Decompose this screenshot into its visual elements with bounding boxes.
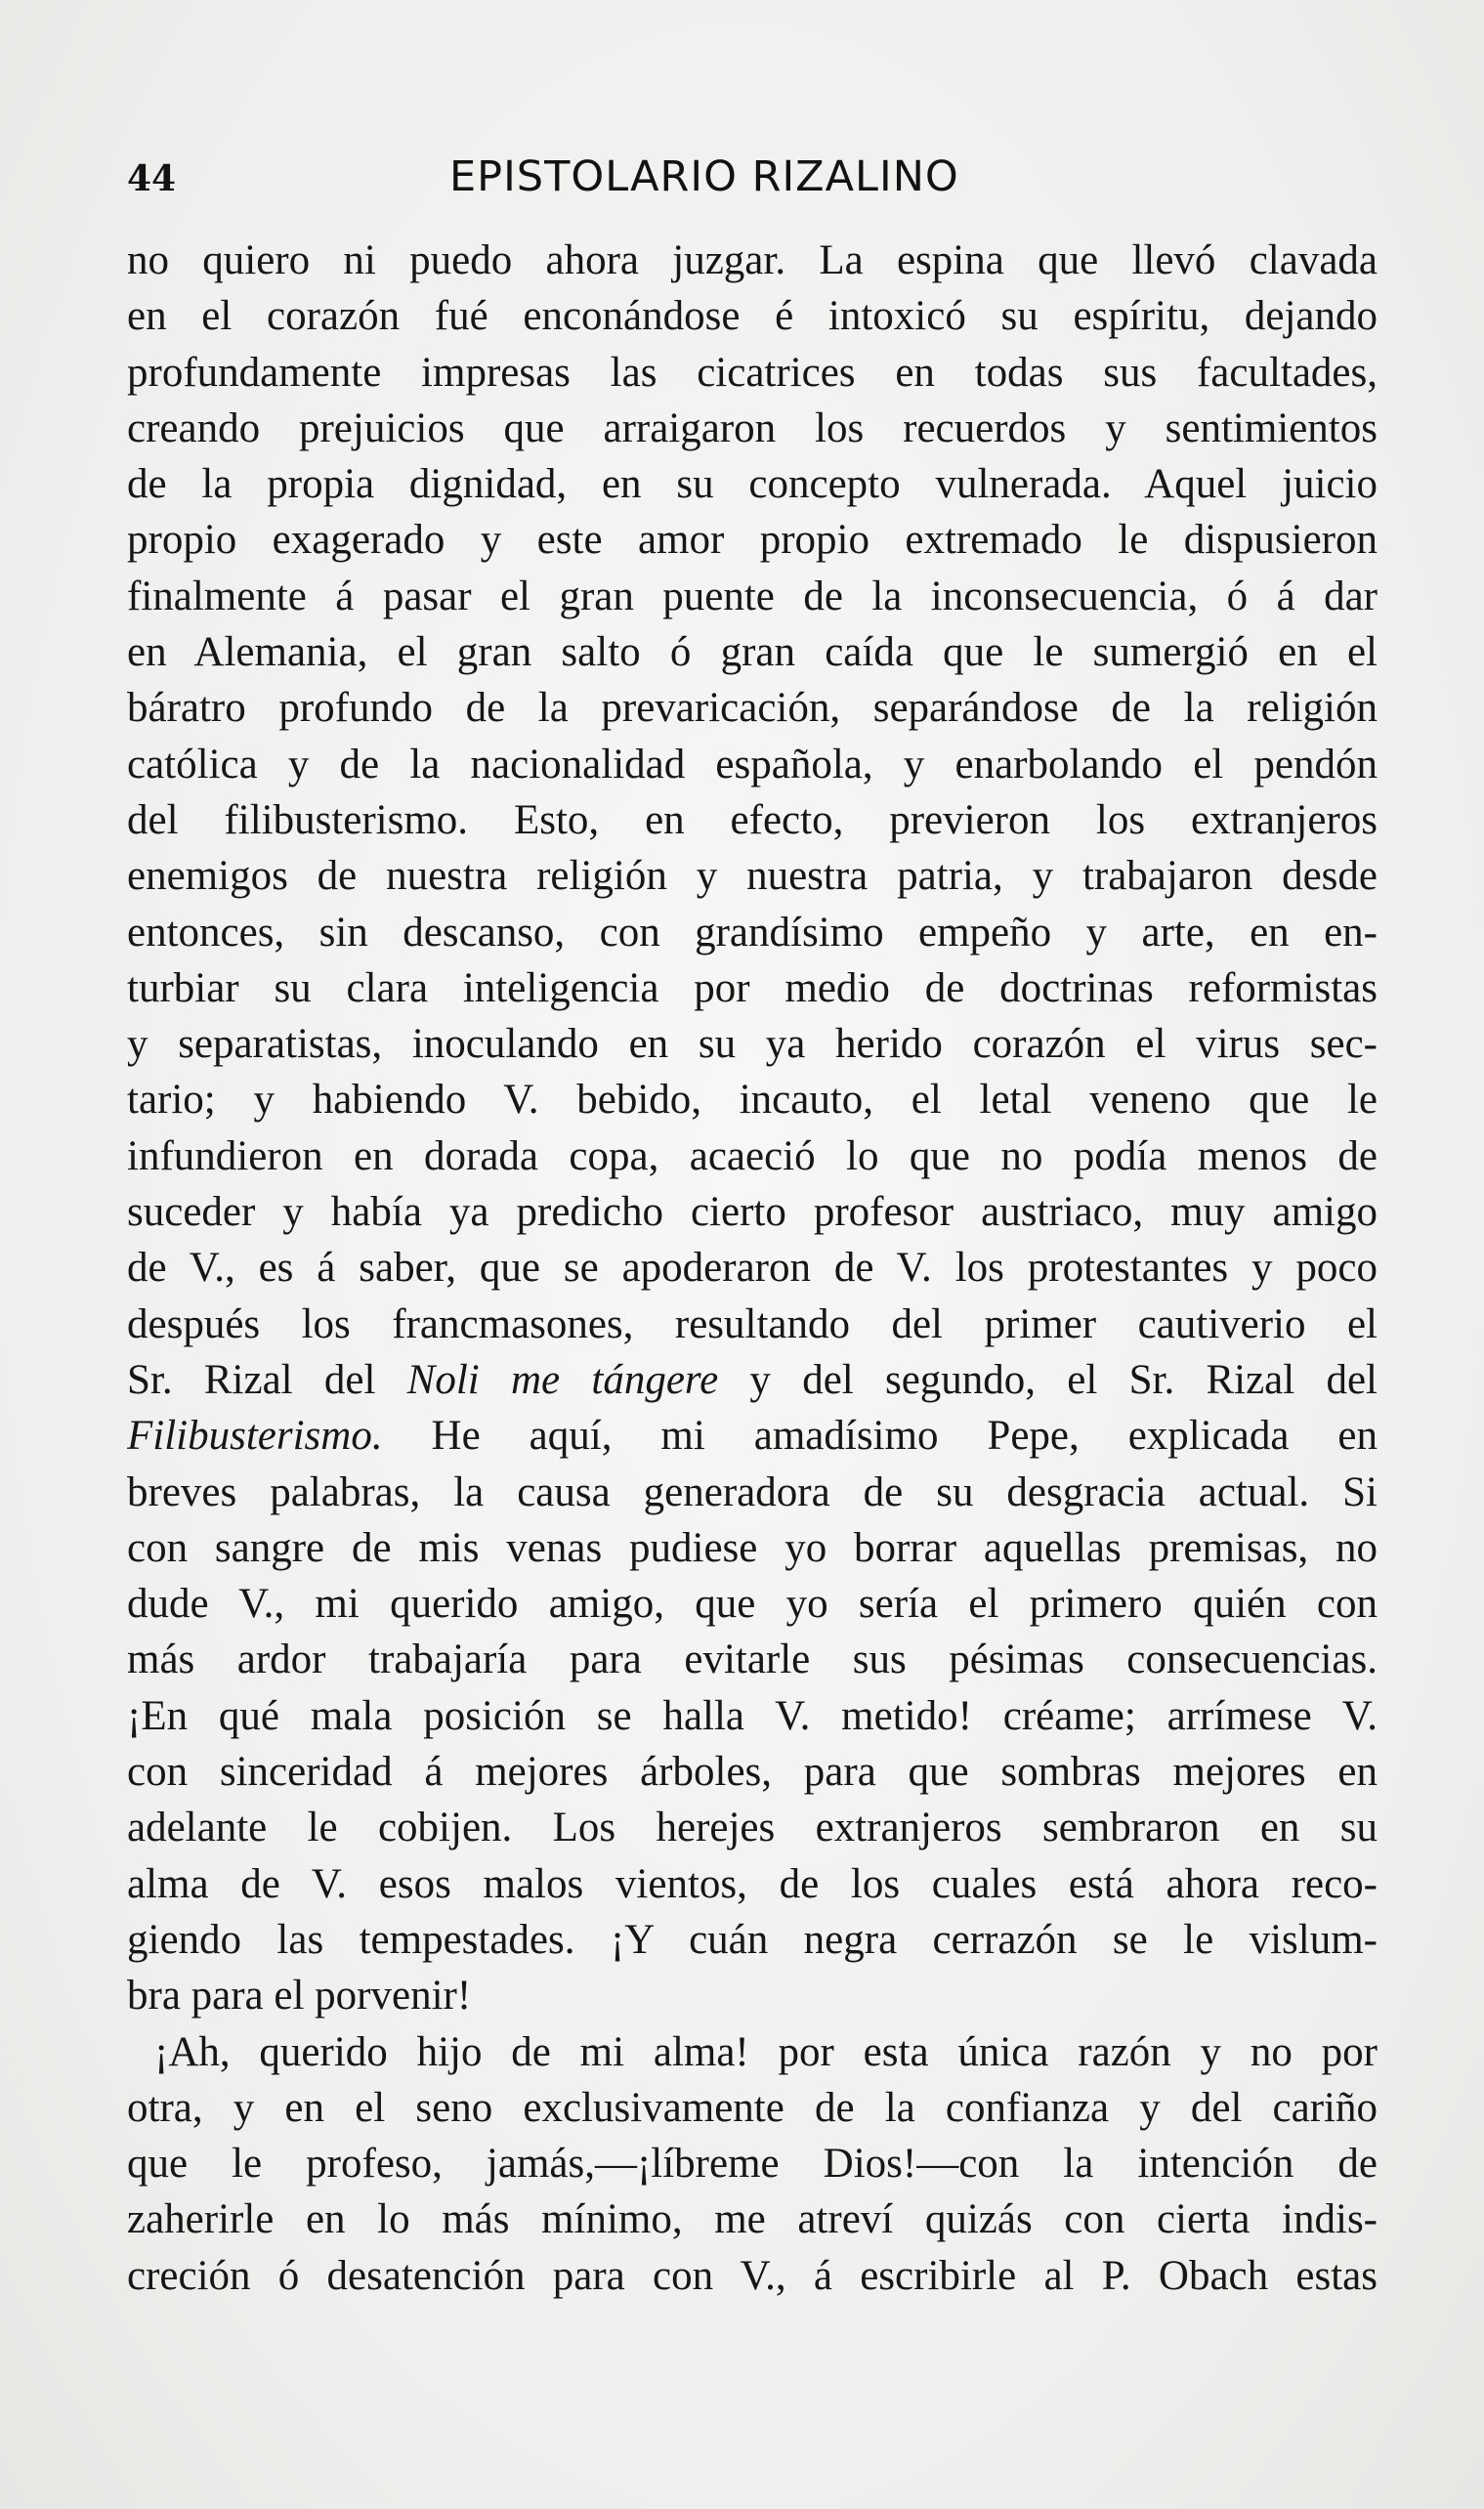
text-line: después los francmasones, resultando del primer cautiverio el <box>127 1300 1378 1347</box>
book-title-fili: Filibusterismo. <box>127 1413 383 1460</box>
text-line: breves palabras, la causa generadora de su desgracia actual. Si <box>127 1468 1378 1515</box>
text-line: alma de V. esos malos vientos, de los cuales está ahora reco- <box>127 1860 1378 1907</box>
text-line: báratro profundo de la prevaricación, separándose de la religión <box>127 685 1378 732</box>
text-run: y del segundo, el Sr. Rizal del <box>718 1356 1378 1403</box>
text-line: en Alemania, el gran salto ó gran caída que le sumergió en el <box>127 629 1378 676</box>
text-line: giendo las tempestades. ¡Y cuán negra cerrazón se le vislum- <box>127 1916 1378 1963</box>
text-line: zaherirle en lo más mínimo, me atreví quizás con cierta indis- <box>127 2196 1378 2243</box>
text-line: en el corazón fué enconándose é intoxicó su espíritu, dejando <box>127 293 1378 340</box>
text-line: enemigos de nuestra religión y nuestra patria, y trabajaron desde <box>127 853 1378 900</box>
text-line: no quiero ni puedo ahora juzgar. La espina que llevó clavada <box>127 237 1378 283</box>
text-line: propio exagerado y este amor propio extremado le dispusieron <box>127 517 1378 564</box>
text-line: bra para el porvenir! <box>127 1973 472 2020</box>
book-title-noli: Noli me tángere <box>406 1356 719 1403</box>
text-line: otra, y en el seno exclusivamente de la confianza y del cariño <box>127 2084 1378 2131</box>
text-line: ¡Ah, querido hijo de mi alma! por esta única razón y no por <box>154 2028 1378 2075</box>
text-line-noli <box>127 1352 1378 1408</box>
page-header <box>127 147 1387 205</box>
text-line: adelante le cobijen. Los herejes extranjeros sembraron en su <box>127 1805 1378 1851</box>
text-line: de V., es á saber, que se apoderaron de V. los protestantes y poco <box>127 1245 1378 1292</box>
text-line: con sinceridad á mejores árboles, para que sombras mejores en <box>127 1749 1378 1796</box>
text-line: más ardor trabajaría para evitarle sus pésimas consecuencias. <box>127 1637 1378 1683</box>
text-line: creando prejuicios que arraigaron los recuerdos y sentimientos <box>127 404 1378 451</box>
page-number: 44 <box>127 158 177 199</box>
text-line: de la propia dignidad, en su concepto vulnerada. Aquel juicio <box>127 461 1378 508</box>
text-line: del filibusterismo. Esto, en efecto, previeron los extranjeros <box>127 796 1378 843</box>
text-line: y separatistas, inoculando en su ya herido corazón el virus sec- <box>127 1021 1378 1068</box>
text-line: turbiar su clara inteligencia por medio de doctrinas reformistas <box>127 964 1378 1011</box>
text-line: que le profeso, jamás,—¡líbreme Dios!—con la intención de <box>127 2141 1378 2188</box>
running-head: EPISTOLARIO RIZALINO <box>449 152 959 201</box>
text-line-fili <box>127 1408 1378 1464</box>
text-line: infundieron en dorada copa, acaeció lo que no podía menos de <box>127 1132 1378 1179</box>
text-run: He aquí, mi amadísimo Pepe, explicada en <box>382 1413 1378 1460</box>
text-line: con sangre de mis venas pudiese yo borrar aquellas premisas, no <box>127 1524 1378 1571</box>
body-text <box>127 233 1378 2304</box>
text-line: dude V., mi querido amigo, que yo sería el primero quién con <box>127 1581 1378 1628</box>
text-line: profundamente impresas las cicatrices en todas sus facultades, <box>127 349 1378 396</box>
text-line: entonces, sin descanso, con grandísimo empeño y arte, en en- <box>127 909 1378 956</box>
text-line: suceder y había ya predicho cierto profesor austriaco, muy amigo <box>127 1189 1378 1236</box>
text-line: católica y de la nacionalidad española, y enarbolando el pendón <box>127 741 1378 787</box>
text-line: tario; y habiendo V. bebido, incauto, el letal veneno que le <box>127 1077 1378 1124</box>
text-line: finalmente á pasar el gran puente de la inconsecuencia, ó á dar <box>127 573 1378 619</box>
text-line: creción ó desatención para con V., á escribirle al P. Obach estas <box>127 2252 1378 2299</box>
text-run: Sr. Rizal del <box>127 1356 407 1403</box>
text-line: ¡En qué mala posición se halla V. metido! créame; arrímese V. <box>127 1692 1378 1739</box>
